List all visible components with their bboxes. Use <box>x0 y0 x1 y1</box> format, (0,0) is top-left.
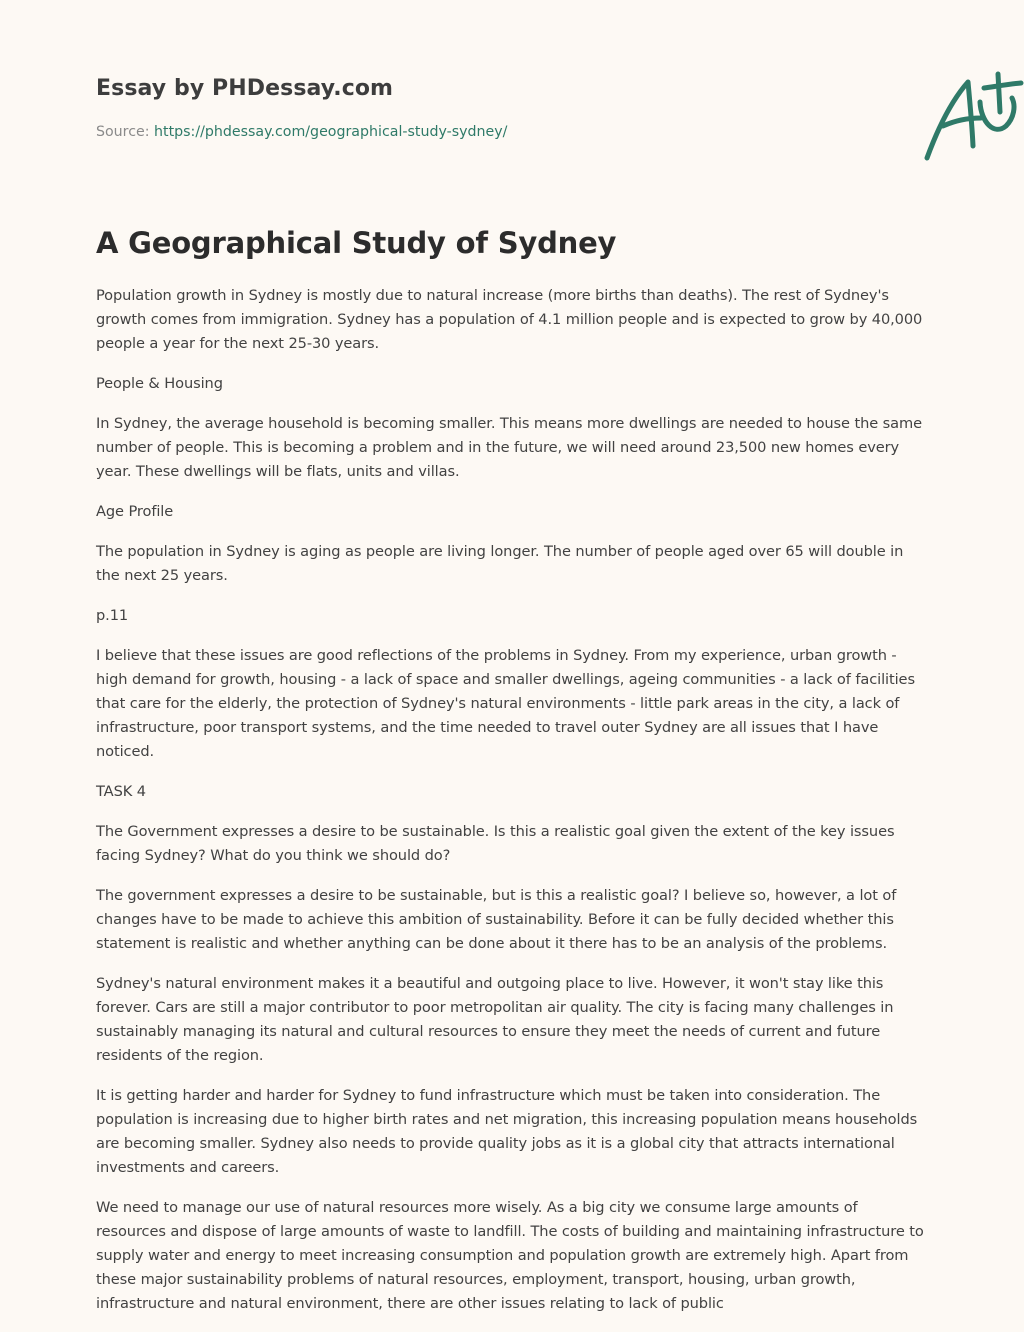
paragraph-natural-environment: Sydney's natural environment makes it a beautiful and outgoing place to live. However, it won't stay like this forever. Cars are still a major contributor to poor metropolitan air quality. The city is facing many challenges in sustainably managing its natural and cultural resources to ensure they meet the needs of current and future residents of the region. <box>96 975 894 1064</box>
paragraph-issues-reflection: I believe that these issues are good reflections of the problems in Sydney. From my experience, urban growth - high demand for growth, housing - a lack of space and smaller dwellings, ageing communities - a lack of facilities that care for the elderly, the protection of Sydney's natural environments - little park areas in the city, a lack of infrastructure, poor transport systems, and the time needed to travel outer Sydney are all issues that I have noticed. <box>96 647 915 760</box>
site-brand: Essay by PHDessay.com <box>96 76 394 101</box>
essay-body <box>96 284 924 1332</box>
section-heading-age-profile: Age Profile <box>96 503 174 520</box>
paragraph-household-size: In Sydney, the average household is becoming smaller. This means more dwellings are needed to house the same number of people. This is becoming a problem and in the future, we will need around 23,500 new homes every year. These dwellings will be flats, units and villas. <box>96 415 923 480</box>
paragraph-task-question: The Government expresses a desire to be sustainable. Is this a realistic goal given the extent of the key issues facing Sydney? What do you think we should do? <box>96 823 895 864</box>
source-link[interactable]: https://phdessay.com/geographical-study-sydney/ <box>154 124 508 140</box>
paragraph-aging-population: The population in Sydney is aging as people are living longer. The number of people aged over 65 will double in the next 25 years. <box>96 543 904 584</box>
essay-title: A Geographical Study of Sydney <box>96 226 617 260</box>
paragraph-population-growth: Population growth in Sydney is mostly due to natural increase (more births than deaths). The rest of Sydney's growth comes from immigration. Sydney has a population of 4.1 million people and is expected to grow by 40,000 people a year for the next 25-30 years. <box>96 287 923 352</box>
a-plus-logo-icon <box>918 66 1024 166</box>
source-line <box>96 124 507 140</box>
paragraph-sustainability-goal: The government expresses a desire to be sustainable, but is this a realistic goal? I believe so, however, a lot of changes have to be made to achieve this ambition of sustainability. Before it can be fully decided whether this statement is realistic and whether anything can be done about it there has to be an analysis of the problems. <box>96 887 897 952</box>
section-heading-people-housing: People & Housing <box>96 375 223 392</box>
source-label: Source: <box>96 124 155 140</box>
paragraph-natural-resources: We need to manage our use of natural resources more wisely. As a big city we consume large amounts of resources and dispose of large amounts of waste to landfill. The costs of building and maintaining infrastructure to supply water and energy to meet increasing consumption and population growth are extremely high. Apart from these major sustainability problems of natural resources, employment, transport, housing, urban growth, infrastructure and natural environment, there are other issues relating to lack of public <box>96 1199 924 1312</box>
paragraph-infrastructure-funding: It is getting harder and harder for Sydney to fund infrastructure which must be taken into consideration. The population is increasing due to higher birth rates and net migration, this increasing population means households are becoming smaller. Sydney also needs to provide quality jobs as it is a global city that attracts international investments and careers. <box>96 1087 918 1176</box>
section-heading-task-4: TASK 4 <box>96 783 146 800</box>
page-reference: p.11 <box>96 607 129 624</box>
